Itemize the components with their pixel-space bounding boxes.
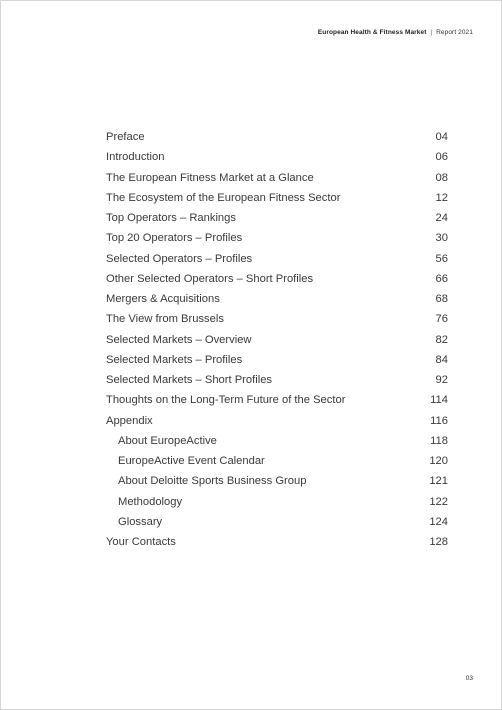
toc-entry-label: Selected Markets – Profiles xyxy=(106,353,243,366)
toc-entry-label: Mergers & Acquisitions xyxy=(106,293,220,306)
toc-entry[interactable] xyxy=(106,451,448,471)
toc-entry-page: 06 xyxy=(435,151,448,164)
toc-entry-page: 08 xyxy=(435,171,448,184)
toc-entry[interactable] xyxy=(106,249,448,269)
toc-entry[interactable] xyxy=(106,330,448,350)
toc-entry-label: Selected Operators – Profiles xyxy=(106,252,253,265)
toc-entry-page: 92 xyxy=(435,374,448,387)
toc-entry[interactable] xyxy=(106,390,448,410)
toc-entry-page: 124 xyxy=(429,515,448,528)
toc-entry-label: The European Fitness Market at a Glance xyxy=(106,171,314,184)
toc-entry-page: 66 xyxy=(435,272,448,285)
toc-entry-page: 114 xyxy=(430,394,448,407)
toc-entry-page: 76 xyxy=(435,313,448,326)
toc-entry-page: 68 xyxy=(435,293,448,306)
toc-entry-label: Methodology xyxy=(118,495,183,508)
table-of-contents xyxy=(106,127,448,552)
report-subtitle: Report 2021 xyxy=(436,29,473,36)
toc-entry[interactable] xyxy=(106,532,448,552)
toc-entry[interactable] xyxy=(106,147,448,167)
toc-entry[interactable] xyxy=(106,188,448,208)
toc-entry-label: Other Selected Operators – Short Profiles xyxy=(106,272,314,285)
toc-entry-page: 04 xyxy=(435,131,448,144)
toc-entry[interactable] xyxy=(106,289,448,309)
toc-entry-label: The Ecosystem of the European Fitness Sector xyxy=(106,191,341,204)
toc-entry-label: Top Operators – Rankings xyxy=(106,212,236,225)
toc-entry-page: 24 xyxy=(435,212,448,225)
toc-entry-page: 12 xyxy=(435,191,448,204)
toc-entry[interactable] xyxy=(106,168,448,188)
toc-entry[interactable] xyxy=(106,431,448,451)
toc-entry-label: Thoughts on the Long-Term Future of the Sector xyxy=(106,394,346,407)
toc-entry-label: Selected Markets – Overview xyxy=(106,333,252,346)
toc-entry[interactable] xyxy=(106,228,448,248)
toc-entry-page: 122 xyxy=(429,495,448,508)
toc-entry-page: 128 xyxy=(429,536,448,549)
toc-entry[interactable] xyxy=(106,370,448,390)
toc-entry-label: About Deloitte Sports Business Group xyxy=(118,475,307,488)
toc-entry-page: 118 xyxy=(430,434,448,447)
toc-entry[interactable] xyxy=(106,208,448,228)
toc-entry-page: 121 xyxy=(429,475,448,488)
toc-entry-page: 56 xyxy=(435,252,448,265)
toc-entry[interactable] xyxy=(106,492,448,512)
toc-entry-label: Preface xyxy=(106,131,145,144)
toc-entry[interactable] xyxy=(106,269,448,289)
toc-entry[interactable] xyxy=(106,411,448,431)
toc-entry-label: Appendix xyxy=(106,414,153,427)
toc-entry-page: 84 xyxy=(435,353,448,366)
page-number: 03 xyxy=(465,675,473,682)
report-title: European Health & Fitness Market xyxy=(317,29,427,36)
toc-entry-label: Top 20 Operators – Profiles xyxy=(106,232,243,245)
running-header xyxy=(318,29,473,36)
toc-entry-page: 120 xyxy=(429,455,448,468)
toc-entry-label: About EuropeActive xyxy=(118,434,217,447)
toc-entry-label: EuropeActive Event Calendar xyxy=(118,455,265,468)
toc-entry-label: Selected Markets – Short Profiles xyxy=(106,374,273,387)
toc-entry-page: 116 xyxy=(430,414,448,427)
toc-entry-label: Glossary xyxy=(118,515,163,528)
toc-entry-page: 82 xyxy=(435,333,448,346)
toc-entry[interactable] xyxy=(106,350,448,370)
toc-entry[interactable] xyxy=(106,127,448,147)
toc-entry-label: Your Contacts xyxy=(106,536,176,549)
toc-entry-page: 30 xyxy=(435,232,448,245)
toc-entry[interactable] xyxy=(106,512,448,532)
toc-entry[interactable] xyxy=(106,471,448,491)
toc-entry-label: The View from Brussels xyxy=(106,313,224,326)
header-separator: | xyxy=(430,29,433,36)
toc-entry[interactable] xyxy=(106,309,448,329)
toc-entry-label: Introduction xyxy=(106,151,165,164)
